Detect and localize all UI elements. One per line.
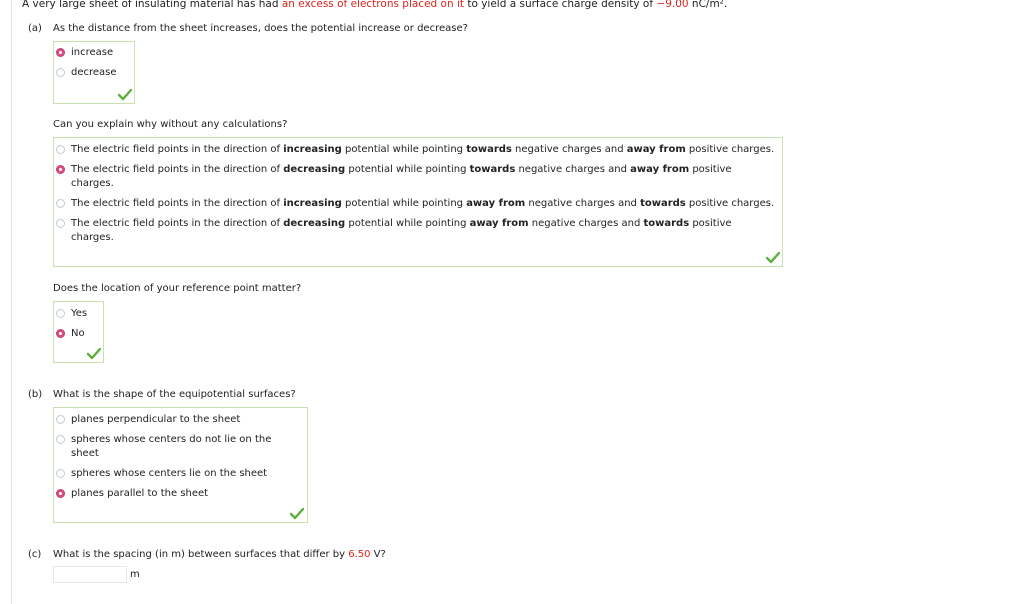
option-label: The electric field points in the direction of increasing potential while pointing away from negative charges and towards positive charges.: [71, 198, 775, 209]
problem-statement: [22, 0, 727, 10]
part-b-choices: [53, 407, 308, 523]
option-spheres-on-sheet[interactable]: [56, 467, 267, 481]
radio-icon[interactable]: [56, 309, 65, 318]
radio-selected-icon[interactable]: [56, 165, 65, 174]
explain-option-2[interactable]: [56, 163, 746, 191]
radio-selected-icon[interactable]: [56, 48, 65, 57]
radio-icon[interactable]: [56, 145, 65, 154]
radio-icon[interactable]: [56, 199, 65, 208]
voltage-value: 6.50: [348, 549, 371, 560]
explain-option-1[interactable]: [56, 143, 778, 157]
part-b-label: (b): [28, 389, 43, 400]
explain-option-4[interactable]: [56, 217, 746, 245]
option-label: spheres whose centers do not lie on the sheet: [71, 434, 272, 459]
option-yes[interactable]: [56, 307, 87, 321]
reference-choices: [53, 301, 104, 363]
checkmark-icon: [87, 348, 101, 360]
option-label: increase: [71, 47, 114, 58]
intro-highlight: an excess of electrons placed on it: [281, 0, 464, 10]
checkmark-icon: [290, 508, 304, 520]
explain-option-3[interactable]: [56, 197, 778, 211]
part-c-question-end: V?: [370, 549, 386, 560]
option-spheres-not-on-sheet[interactable]: [56, 433, 286, 461]
option-label: decrease: [71, 67, 117, 78]
radio-icon[interactable]: [56, 469, 65, 478]
option-no[interactable]: [56, 327, 85, 341]
radio-icon[interactable]: [56, 415, 65, 424]
part-a-choices: [53, 41, 135, 104]
option-label: The electric field points in the direction of increasing potential while pointing towards negative charges and away from positive charges.: [71, 144, 775, 155]
option-label: Yes: [71, 308, 88, 319]
option-label: spheres whose centers lie on the sheet: [71, 468, 268, 479]
option-label: planes parallel to the sheet: [71, 488, 209, 499]
intro-text: A very large sheet of insulating material has had: [22, 0, 282, 10]
part-a-question: As the distance from the sheet increases, does the potential increase or decrease?: [53, 23, 468, 34]
option-planes-parallel[interactable]: [56, 487, 208, 501]
checkmark-icon: [766, 252, 780, 264]
part-c-question: [53, 549, 386, 560]
part-c-label: (c): [28, 549, 42, 560]
option-label: The electric field points in the direction of decreasing potential while pointing away from negative charges and towards positive charges.: [71, 218, 732, 243]
explain-question: Can you explain why without any calculations?: [53, 119, 288, 130]
option-increase[interactable]: [56, 46, 113, 60]
checkmark-icon: [118, 89, 132, 101]
charge-density-value: −9.00: [656, 0, 689, 10]
answer-unit: m: [130, 569, 140, 580]
radio-icon[interactable]: [56, 219, 65, 228]
part-a-label: (a): [28, 23, 42, 34]
explain-choices: [53, 137, 783, 267]
option-label: planes perpendicular to the sheet: [71, 414, 241, 425]
option-planes-perpendicular[interactable]: [56, 413, 240, 427]
spacing-answer-input[interactable]: [53, 566, 127, 583]
reference-question: Does the location of your reference point matter?: [53, 283, 302, 294]
option-decrease[interactable]: [56, 66, 117, 80]
radio-icon[interactable]: [56, 68, 65, 77]
radio-icon[interactable]: [56, 435, 65, 444]
charge-density-unit: nC/m².: [688, 0, 728, 10]
radio-selected-icon[interactable]: [56, 329, 65, 338]
intro-text-2: to yield a surface charge density of: [463, 0, 657, 10]
part-b-question: What is the shape of the equipotential surfaces?: [53, 389, 296, 400]
left-divider: [11, 0, 12, 604]
part-c-question-text: What is the spacing (in m) between surfaces that differ by: [53, 549, 349, 560]
radio-selected-icon[interactable]: [56, 489, 65, 498]
option-label: The electric field points in the direction of decreasing potential while pointing towards negative charges and away from positive charges.: [71, 164, 732, 189]
option-label: No: [71, 328, 85, 339]
